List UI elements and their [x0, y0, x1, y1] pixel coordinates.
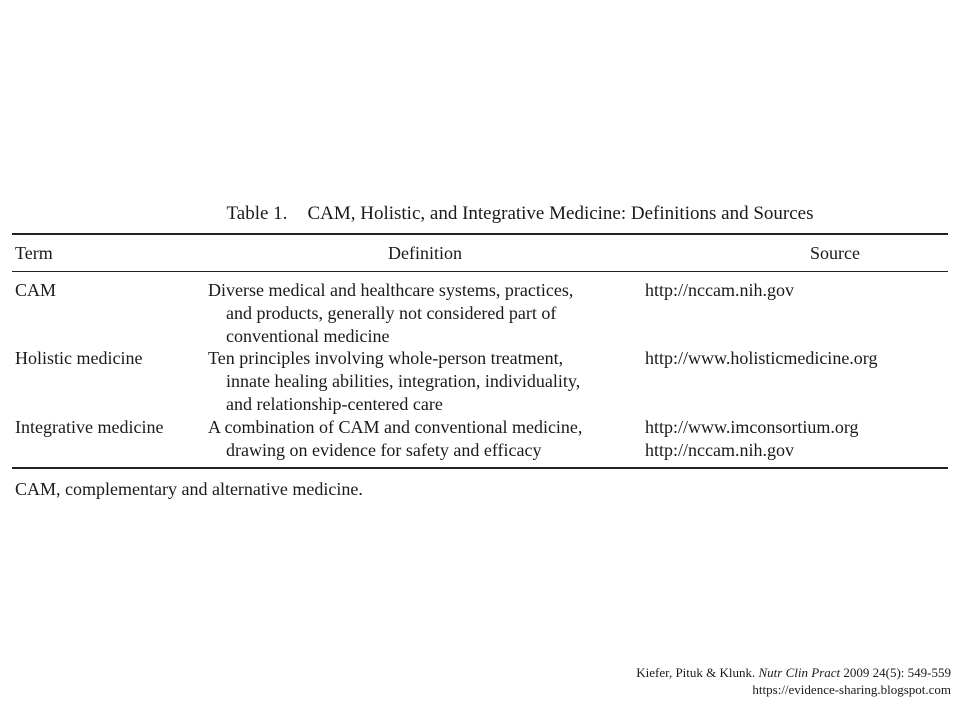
- definition-line: conventional medicine: [226, 326, 390, 346]
- citation-url[interactable]: https://evidence-sharing.blogspot.com: [752, 682, 951, 697]
- definition-line: and products, generally not considered part of: [226, 303, 557, 323]
- definition-line: A combination of CAM and conventional medicine,: [208, 417, 583, 437]
- row-cam-definition: [208, 279, 573, 348]
- citation-details: 2009 24(5): 549-559: [843, 665, 951, 680]
- row-integrative-source: [645, 416, 859, 462]
- source-link[interactable]: http://nccam.nih.gov: [645, 280, 794, 300]
- definition-line: and relationship-centered care: [226, 394, 443, 414]
- row-holistic-term: Holistic medicine: [15, 348, 143, 368]
- row-integrative-term: Integrative medicine: [15, 417, 164, 437]
- citation: [636, 664, 951, 698]
- definition-line: innate healing abilities, integration, individuality,: [226, 371, 581, 391]
- column-header-source: Source: [810, 243, 860, 263]
- column-header-definition: Definition: [388, 243, 462, 263]
- citation-journal: Nutr Clin Pract: [758, 665, 841, 680]
- row-holistic-source: [645, 347, 877, 370]
- table-footnote: CAM, complementary and alternative medicine.: [15, 479, 363, 499]
- row-integrative-definition: [208, 416, 582, 462]
- table-header-rule: [12, 271, 948, 272]
- definition-line: Ten principles involving whole-person treatment,: [208, 348, 564, 368]
- table-bottom-rule: [12, 467, 948, 469]
- row-cam-source: [645, 279, 794, 302]
- table-top-rule: [12, 233, 948, 235]
- source-link[interactable]: http://nccam.nih.gov: [645, 440, 794, 460]
- source-link[interactable]: http://www.holisticmedicine.org: [645, 348, 878, 368]
- citation-authors: Kiefer, Pituk & Klunk.: [636, 665, 756, 680]
- column-header-term: Term: [15, 243, 53, 263]
- row-holistic-definition: [208, 347, 580, 416]
- table-label: Table 1.: [226, 203, 288, 224]
- table-title: [0, 203, 960, 225]
- table-caption: CAM, Holistic, and Integrative Medicine: Definitions and Sources: [307, 203, 814, 224]
- citation-reference: [636, 664, 951, 681]
- row-cam-term: CAM: [15, 280, 57, 300]
- definition-line: drawing on evidence for safety and efficacy: [226, 440, 542, 460]
- source-link[interactable]: http://www.imconsortium.org: [645, 417, 859, 437]
- definition-line: Diverse medical and healthcare systems, practices,: [208, 280, 574, 300]
